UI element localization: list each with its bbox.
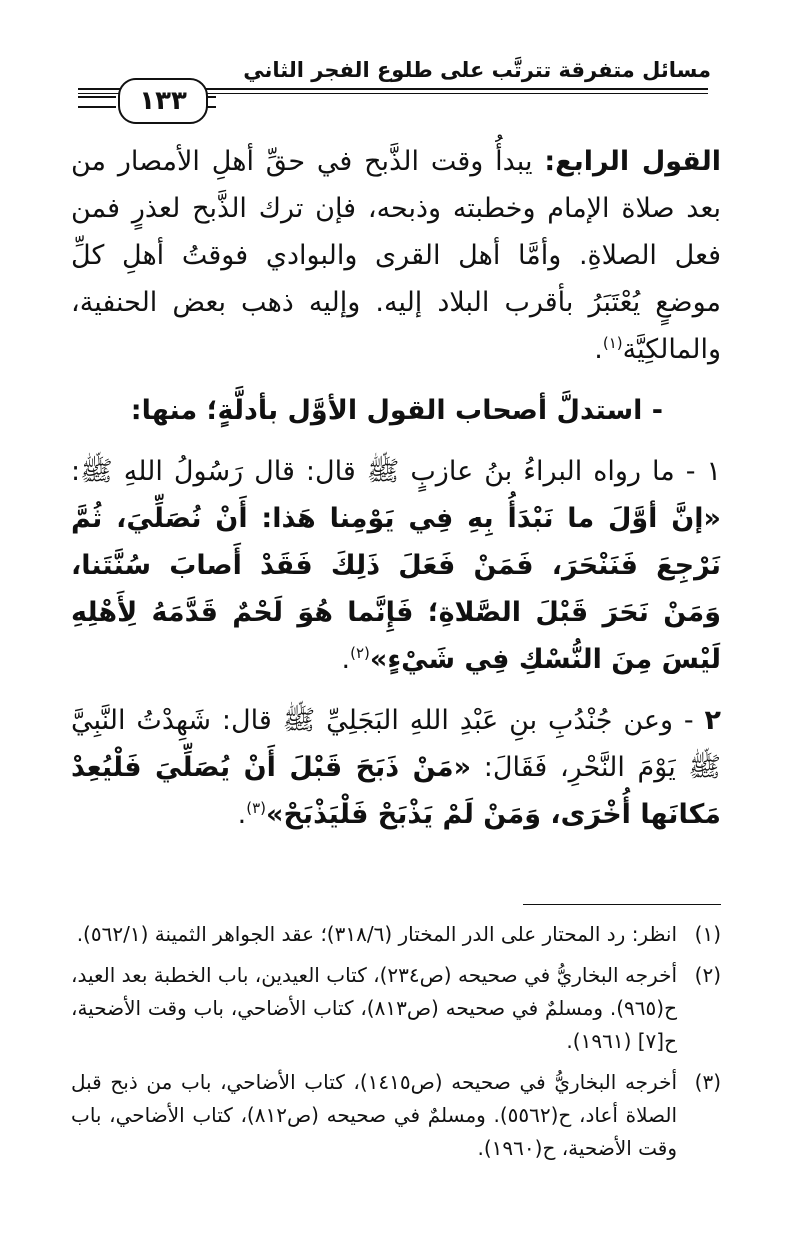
footnote-ref-3[interactable]: (٣) [246, 799, 267, 817]
footnote [71, 959, 721, 1058]
footnote-number: (٢) [694, 963, 721, 987]
footnote [71, 1066, 721, 1165]
hadith-1-end: . [341, 644, 351, 675]
footnote-text: أخرجه البخاريُّ في صحيحه (ص٢٣٤)، كتاب العيدين، باب الخطبة بعد العيد، ح(٩٦٥). ومسلمٌ في صحيحه (ص٨١٣)، كتاب الأضاحي، باب وقت الأضحية، ح[٧] (١٩٦١). [71, 963, 678, 1053]
footnote-text: انظر: رد المحتار على الدر المختار (٣١٨/٦)؛ عقد الجواهر الثمينة (٥٦٢/١). [76, 922, 677, 946]
opinion-label: القول الرابع: [544, 146, 722, 177]
header-rule-left-ornament [78, 96, 116, 108]
footnote [71, 918, 721, 951]
footnote-number: (١) [694, 922, 721, 946]
running-header-title: مسائل متفرقة تترتَّب على طلوع الفجر الثاني [243, 58, 711, 82]
hadith-1-quote: «إنَّ أوَّلَ ما نَبْدَأُ بِهِ فِي يَوْمِنا هَذا: أَنْ نُصَلِّيَ، ثُمَّ نَرْجِعَ فَنَنْحَرَ، فَمَنْ فَعَلَ ذَلِكَ فَقَدْ أَصابَ سُنَّتَنا، وَمَنْ نَحَرَ قَبْلَ الصَّلاةِ؛ فَإِنَّما هُوَ لَحْمٌ قَدَّمَهُ لِأَهْلِهِ لَيْسَ مِنَ النُّسْكِ فِي شَيْءٍ» [71, 503, 721, 675]
footnotes [71, 918, 721, 1173]
footnote-text: أخرجه البخاريُّ في صحيحه (ص١٤١٥)، كتاب الأضاحي، باب من ذبح قبل الصلاة أعاد، ح(٥٥٦٢). ومسلمٌ في صحيحه (ص٨١٢)، كتاب الأضاحي، باب وقت الأضحية، ح(١٩٦٠). [71, 1070, 677, 1160]
opinion-text: يبدأُ وقت الذَّبح في حقِّ أهلِ الأمصار من بعد صلاة الإمام وخطبته وذبحه، فإن ترك الذَّبح لعذرٍ فمن فعل الصلاةِ. وأمَّا أهل القرى والبوادي فوقتُ أهلِ كلِّ موضعٍ يُعْتَبَرُ بأقرب البلاد إليه. وإليه ذهب بعض الحنفية، والمالكِيَّة [71, 146, 721, 365]
page-number: ١٣٣ [118, 78, 208, 124]
footnote-ref-2[interactable]: (٢) [350, 644, 370, 662]
section-heading: - استدلَّ أصحاب القول الأوَّل بأدلَّةٍ؛ منها: [130, 395, 663, 426]
footnote-ref-1[interactable]: (١) [602, 334, 623, 352]
hadith-2-number: ٢ [704, 705, 721, 736]
hadith-1 [71, 448, 721, 683]
hadith-2-end: . [237, 799, 247, 830]
main-text [71, 138, 721, 838]
hadith-1-intro: ١ - ما رواه البراءُ بنُ عازبٍ ﷺ قال: قال رَسُولُ اللهِ ﷺ: [71, 456, 721, 487]
hadith-2 [71, 697, 721, 838]
footnote-number: (٣) [694, 1070, 721, 1094]
hadith-2-intro: - وعن جُنْدُبِ بنِ عَبْدِ اللهِ البَجَلِيِّ ﷺ قال: شَهِدْتُ النَّبِيَّ ﷺ يَوْمَ النَّحْرِ، فَقَالَ: [71, 705, 721, 783]
footnote-separator [523, 904, 721, 905]
hadith-2-quote: «مَنْ ذَبَحَ قَبْلَ أَنْ يُصَلِّيَ فَلْيُعِدْ مَكانَها أُخْرَى، وَمَنْ لَمْ يَذْبَحْ فَلْيَذْبَحْ» [71, 752, 721, 830]
opinion-end: . [594, 334, 603, 365]
paragraph-fourth-opinion [71, 138, 721, 373]
